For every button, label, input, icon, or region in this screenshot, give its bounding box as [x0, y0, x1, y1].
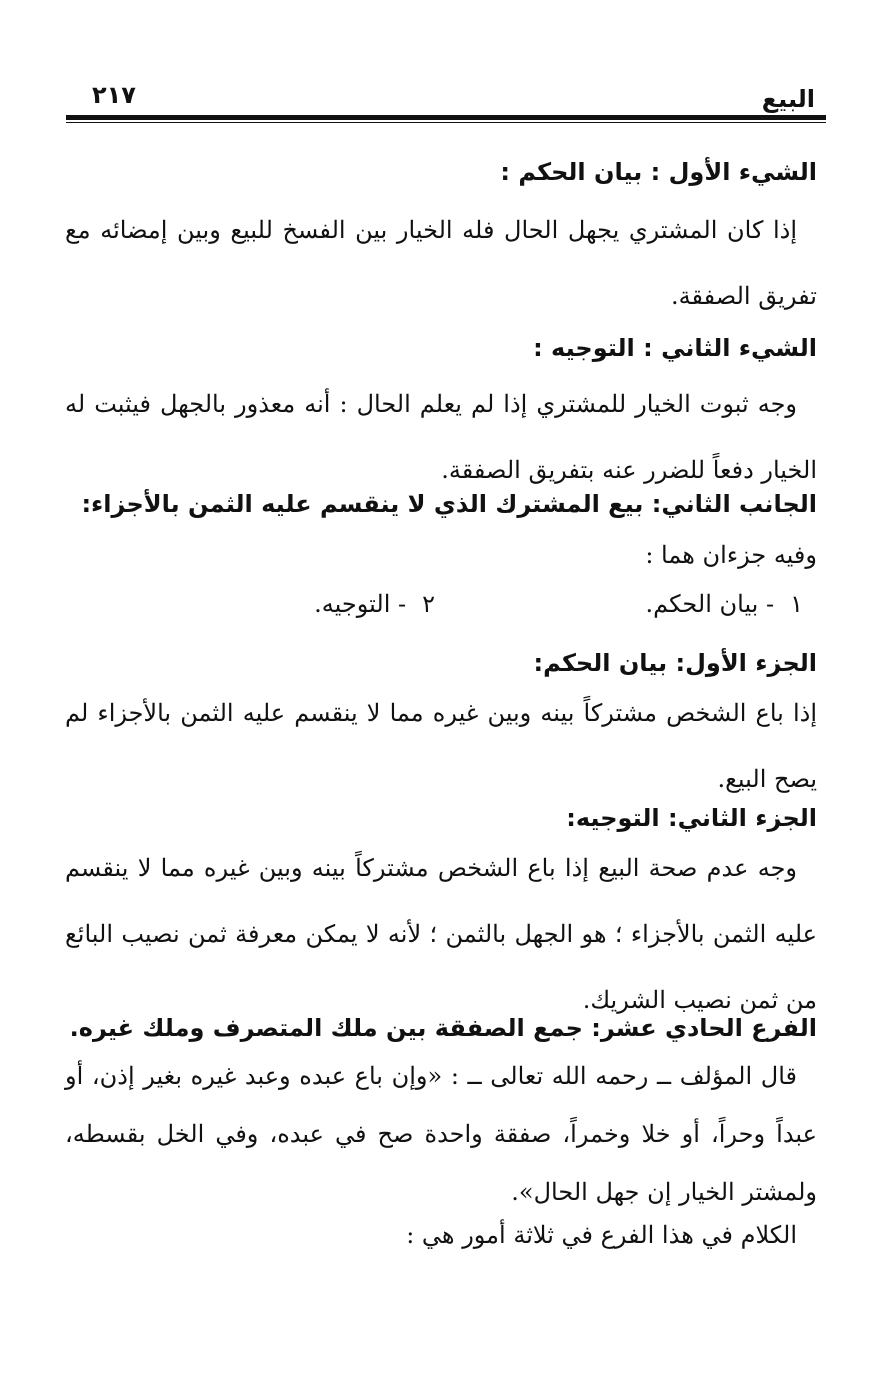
section-heading: الجانب الثاني: بيع المشترك الذي لا ينقسم عليه الثمن بالأجزاء:: [81, 490, 817, 518]
paragraph: وجه عدم صحة البيع إذا باع الشخص مشتركاً بينه وبين غيره مما لا ينقسم عليه الثمن بالأجزاء ؛ هو الجهل بالثمن ؛ لأنه لا يمكن معرفة ثمن نصيب البائع من ثمن نصيب الشريك.: [65, 854, 817, 1014]
header-rule-thick: [66, 115, 826, 120]
list-item: [314, 590, 435, 618]
paragraph: الكلام في هذا الفرع في ثلاثة أمور هي :: [406, 1221, 797, 1249]
list-item-number: ٢: [422, 590, 435, 618]
section-heading: الجزء الأول: بيان الحكم:: [533, 649, 817, 677]
list-item: [646, 590, 803, 618]
paragraph: إذا باع الشخص مشتركاً بينه وبين غيره مما لا ينقسم عليه الثمن بالأجزاء لم يصح البيع.: [65, 699, 817, 793]
chapter-title: البيع: [761, 85, 815, 113]
header-rule-thin: [66, 122, 826, 123]
paragraph: وجه ثبوت الخيار للمشتري إذا لم يعلم الحال : أنه معذور بالجهل فيثبت له الخيار دفعاً للضرر عنه بتفريق الصفقة.: [65, 390, 817, 484]
list-item-text: - التوجيه.: [314, 590, 407, 618]
section-heading: الشيء الأول : بيان الحكم :: [500, 158, 817, 186]
numbered-list: [63, 590, 815, 630]
section-heading: الجزء الثاني: التوجيه:: [566, 804, 817, 832]
page-number: ٢١٧: [92, 81, 136, 109]
list-item-number: ١: [790, 590, 803, 618]
paragraph: إذا كان المشتري يجهل الحال فله الخيار بين الفسخ للبيع وبين إمضائه مع تفريق الصفقة.: [65, 216, 817, 310]
section-heading: الشيء الثاني : التوجيه :: [533, 334, 817, 362]
section-heading: الفرع الحادي عشر: جمع الصفقة بين ملك المتصرف وملك غيره.: [69, 1014, 817, 1042]
quote-paragraph: قال المؤلف ــ رحمه الله تعالى ــ : «وإن باع عبده وعبد غيره بغير إذن، أو عبداً وحراً، أو خلا وخمراً، صفقة واحدة صح في عبده، وفي الخل بقسطه، ولمشتر الخيار إن جهل الحال».: [65, 1062, 817, 1206]
paragraph: وفيه جزءان هما :: [645, 541, 817, 569]
list-item-text: - بيان الحكم.: [645, 590, 775, 618]
